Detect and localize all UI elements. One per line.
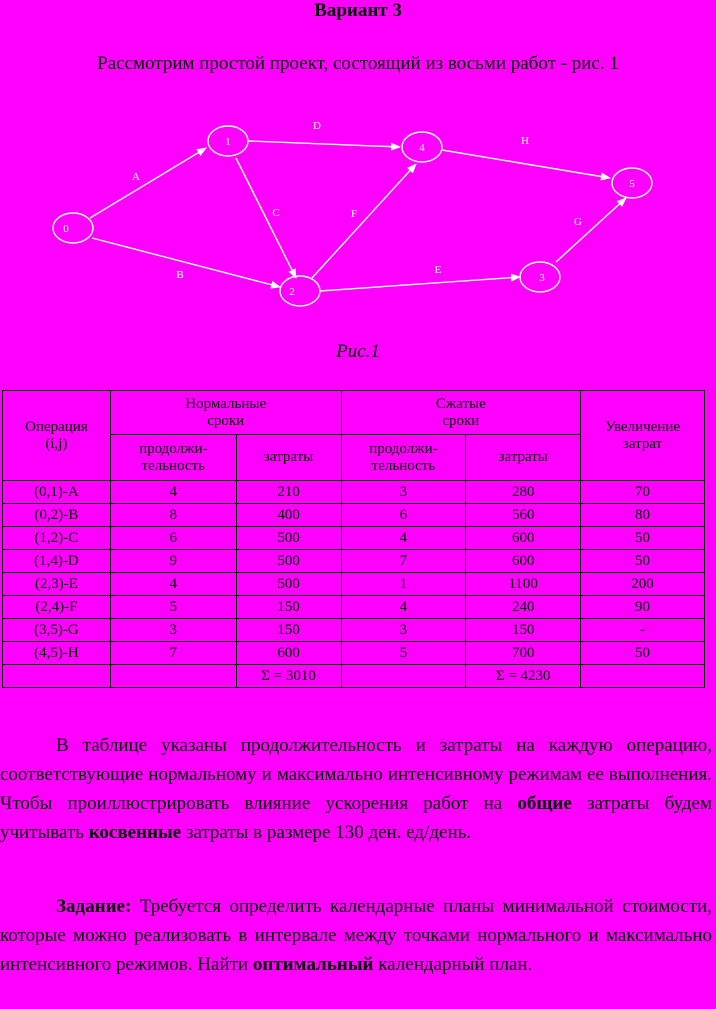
edge-g: [556, 198, 626, 262]
edge-e: [320, 277, 520, 291]
node-2: [280, 276, 320, 306]
table-cell: [110, 665, 236, 688]
table-cell: 5: [110, 596, 236, 619]
intro-text: Рассмотрим простой проект, состоящий из восьми работ - рис. 1: [97, 53, 619, 74]
table-cell: (4,5)-H: [3, 642, 111, 665]
table-cell: 700: [466, 642, 581, 665]
table-row: [3, 619, 705, 642]
table-cell: (1,4)-D: [3, 550, 111, 573]
edge-label: F: [350, 208, 358, 220]
header-compressed: Сжатые сроки: [341, 391, 581, 435]
figure-caption: Рис.1: [336, 341, 380, 362]
header-normal: Нормальные сроки: [110, 391, 341, 435]
node-label: 4: [419, 142, 425, 154]
total-compressed: Σ = 4230: [466, 665, 581, 688]
edge-label: G: [574, 216, 582, 228]
table-cell: 1: [341, 573, 466, 596]
table-cell: 9: [110, 550, 236, 573]
node-label: 3: [539, 272, 545, 284]
table-cell: (2,4)-F: [3, 596, 111, 619]
table-cell: 70: [581, 481, 705, 504]
node-0: [53, 213, 93, 243]
edge-label: A: [132, 171, 140, 183]
table-cell: 200: [581, 573, 705, 596]
table-row: [3, 481, 705, 504]
table-cell: [341, 665, 466, 688]
table-cell: 3: [341, 481, 466, 504]
header-increase: Увеличение затрат: [581, 391, 705, 481]
header-operation: Операция (i,j): [3, 391, 111, 481]
header-cost: затраты: [236, 435, 341, 481]
table-cell: -: [581, 619, 705, 642]
table-cell: 500: [236, 550, 341, 573]
table-cell: 4: [341, 596, 466, 619]
table-cell: 50: [581, 550, 705, 573]
table-cell: [3, 665, 111, 688]
table-cell: 280: [466, 481, 581, 504]
table-cell: (0,1)-A: [3, 481, 111, 504]
edge-a: [90, 148, 206, 218]
table-cell: 150: [466, 619, 581, 642]
table-row: [3, 550, 705, 573]
node-label: 1: [225, 136, 231, 148]
table-cell: 7: [341, 550, 466, 573]
table-cell: 4: [341, 527, 466, 550]
table-cell: 6: [110, 527, 236, 550]
node-label: 2: [289, 286, 295, 298]
table-cell: 50: [581, 527, 705, 550]
table-cell: 500: [236, 573, 341, 596]
table-cell: (2,3)-E: [3, 573, 111, 596]
table-row: [3, 504, 705, 527]
header-cost-compressed: затраты: [466, 435, 581, 481]
table-cell: (0,2)-B: [3, 504, 111, 527]
table-row: [3, 573, 705, 596]
edge-h: [442, 150, 610, 178]
table-cell: 6: [341, 504, 466, 527]
table-cell: 400: [236, 504, 341, 527]
table-cell: 150: [236, 596, 341, 619]
table-cell: 5: [341, 642, 466, 665]
edge-label: C: [272, 207, 280, 219]
operations-table-body: [3, 481, 705, 688]
edge-b: [92, 238, 280, 287]
table-cell: (1,2)-C: [3, 527, 111, 550]
table-cell: 240: [466, 596, 581, 619]
table-cell: 210: [236, 481, 341, 504]
header-duration: продолжи- тельность: [110, 435, 236, 481]
table-cell: 3: [341, 619, 466, 642]
table-cell: (3,5)-G: [3, 619, 111, 642]
operations-table: [2, 390, 705, 688]
table-row: [3, 596, 705, 619]
table-cell: 7: [110, 642, 236, 665]
total-normal: Σ = 3010: [236, 665, 341, 688]
table-cell: 8: [110, 504, 236, 527]
paragraph-description: В таблице указаны продолжительность и затраты на каждую операцию, соответствующие нормальному и максимально интенсивному режимам ее выполнения. Чтобы проиллюстрировать влияние ускорения работ на общие затраты будем учитывать косвенные затраты в размере 130 ден. ед/день.: [0, 735, 712, 843]
table-cell: 500: [236, 527, 341, 550]
edge-d: [248, 141, 400, 147]
table-cell: 3: [110, 619, 236, 642]
node-label: 5: [629, 178, 635, 190]
table-cell: 4: [110, 481, 236, 504]
table-total-row: [3, 665, 705, 688]
table-cell: 560: [466, 504, 581, 527]
table-cell: 600: [236, 642, 341, 665]
table-cell: 50: [581, 642, 705, 665]
node-label: 0: [63, 223, 69, 235]
table-cell: 90: [581, 596, 705, 619]
edge-c: [236, 158, 296, 278]
edge-label: D: [313, 120, 321, 132]
table-cell: 150: [236, 619, 341, 642]
table-cell: [581, 665, 705, 688]
table-row: [3, 642, 705, 665]
page-title: Вариант 3: [314, 0, 402, 21]
table-cell: 600: [466, 550, 581, 573]
header-duration-compressed: продолжи- тельность: [341, 435, 466, 481]
table-cell: 4: [110, 573, 236, 596]
edge-label: H: [521, 135, 529, 147]
paragraph-task: Задание: Требуется определить календарные планы минимальной стоимости, которые можно реализовать в интервале между точками нормального и максимально интенсивного режимов. Найти оптимальный календарный план.: [0, 896, 712, 975]
network-diagram: [0, 110, 716, 330]
edge-label: B: [176, 269, 184, 281]
edge-f: [312, 164, 416, 278]
table-cell: 1100: [466, 573, 581, 596]
table-row: [3, 527, 705, 550]
table-cell: 600: [466, 527, 581, 550]
table-cell: 80: [581, 504, 705, 527]
edge-label: E: [434, 264, 442, 276]
